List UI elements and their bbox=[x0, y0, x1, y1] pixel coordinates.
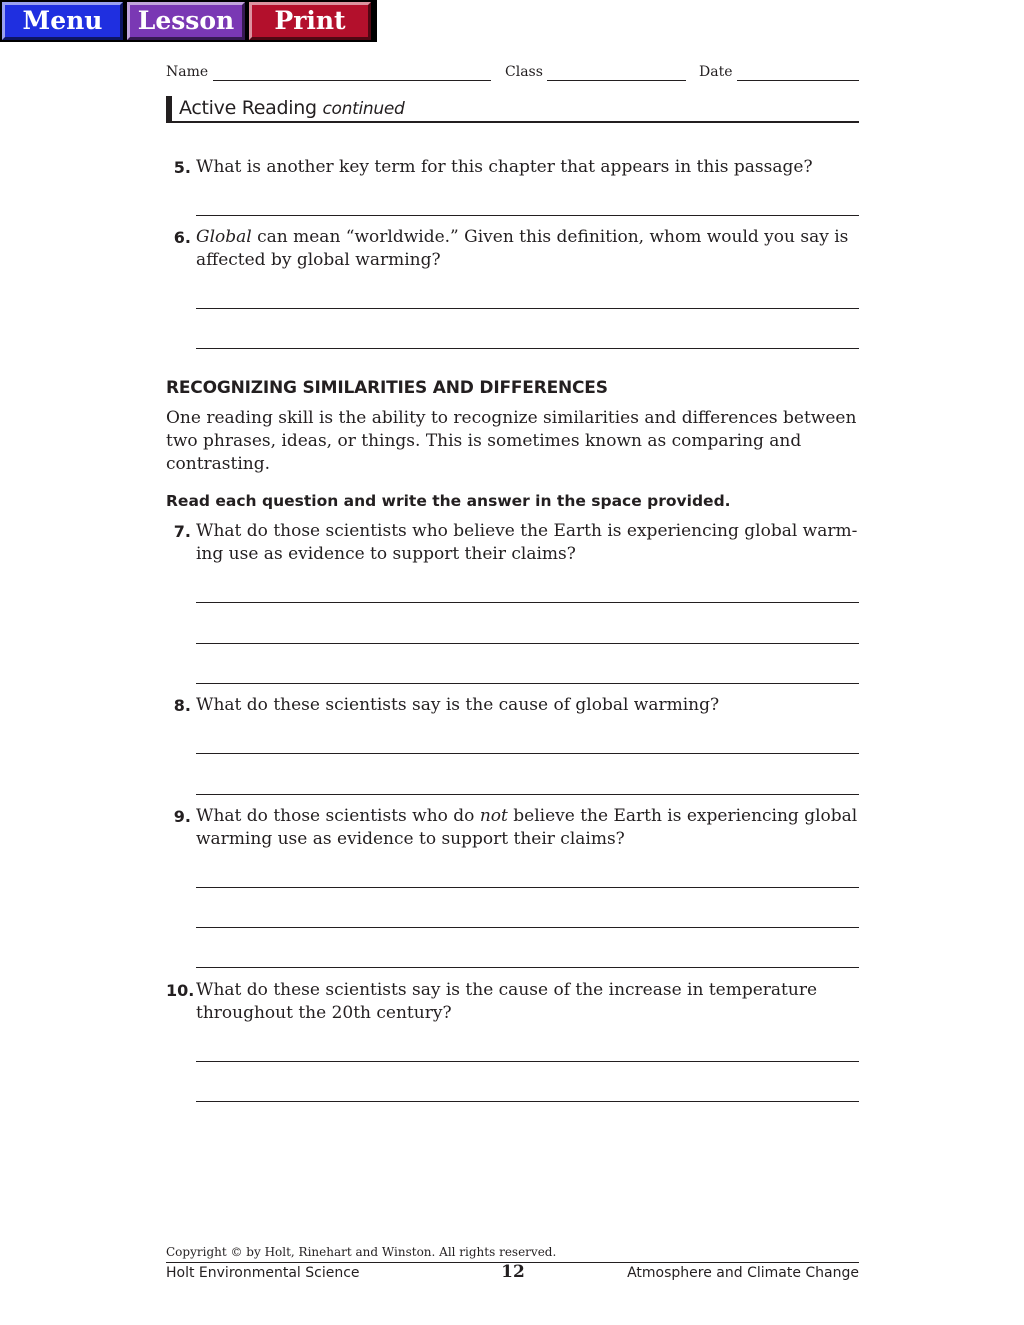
question-number: 6. bbox=[173, 228, 191, 247]
question-number: 9. bbox=[173, 807, 191, 826]
book-title: Holt Environmental Science bbox=[166, 1265, 360, 1281]
student-info-row bbox=[166, 64, 859, 84]
question-text: What is another key term for this chapter that appears in this passage? bbox=[196, 157, 813, 177]
question-text bbox=[196, 226, 861, 272]
italic-term: Global bbox=[196, 227, 252, 247]
lesson-button-label: Lesson bbox=[137, 6, 235, 35]
date-label: Date bbox=[699, 64, 733, 80]
question-number: 10. bbox=[166, 981, 195, 1000]
answer-line-6-2[interactable] bbox=[196, 348, 859, 349]
lesson-button[interactable] bbox=[127, 2, 245, 40]
question-text bbox=[196, 520, 861, 566]
question-text bbox=[196, 805, 861, 851]
question-9 bbox=[166, 805, 866, 853]
answer-line-7-2[interactable] bbox=[196, 643, 859, 644]
page-number: 12 bbox=[501, 1262, 525, 1282]
section-heading: RECOGNIZING SIMILARITIES AND DIFFERENCES bbox=[166, 378, 608, 398]
question-text-start: What do those scientists who do bbox=[196, 806, 480, 826]
name-label: Name bbox=[166, 64, 209, 80]
answer-line-8-2[interactable] bbox=[196, 794, 859, 795]
print-button[interactable] bbox=[249, 2, 371, 40]
question-text-end: believe the Earth is experiencing global warming use as evidence to support their claims? bbox=[196, 806, 858, 849]
nav-bar bbox=[0, 0, 377, 42]
skill-paragraph: One reading skill is the ability to recognize similarities and differences between two phrases, ideas, or things. This is sometimes known as comparing and contrasting. bbox=[166, 408, 857, 474]
question-number: 8. bbox=[173, 696, 191, 715]
question-text-line-2: ing use as evidence to support their claims? bbox=[196, 544, 576, 564]
menu-button[interactable] bbox=[2, 2, 123, 40]
question-number: 7. bbox=[173, 522, 191, 541]
answer-line-6-1[interactable] bbox=[196, 308, 859, 309]
chapter-title: Atmosphere and Climate Change bbox=[627, 1265, 859, 1281]
question-text: What do these scientists say is the cause of the increase in temperature throughout the 20th century? bbox=[196, 980, 818, 1023]
question-number: 5. bbox=[173, 158, 191, 177]
answer-line-7-1[interactable] bbox=[196, 602, 859, 603]
answer-line-7-3[interactable] bbox=[196, 683, 859, 684]
question-7 bbox=[166, 520, 866, 568]
date-field[interactable] bbox=[737, 80, 859, 81]
name-field[interactable] bbox=[213, 80, 491, 81]
question-text-line-1: What do those scientists who believe the Earth is experiencing global warm- bbox=[196, 521, 858, 541]
answer-line-5-1[interactable] bbox=[196, 215, 859, 216]
print-button-label: Print bbox=[274, 6, 346, 35]
question-10 bbox=[166, 979, 866, 1027]
question-6 bbox=[166, 226, 866, 274]
section-title bbox=[179, 96, 405, 122]
class-label: Class bbox=[505, 64, 543, 80]
answer-line-9-1[interactable] bbox=[196, 887, 859, 888]
answer-line-10-1[interactable] bbox=[196, 1061, 859, 1062]
answer-line-8-1[interactable] bbox=[196, 753, 859, 754]
instructions: Read each question and write the answer in the space provided. bbox=[166, 492, 731, 510]
answer-line-9-3[interactable] bbox=[196, 967, 859, 968]
question-text-rest: can mean “worldwide.” Given this definition, whom would you say is affected by global warming? bbox=[196, 227, 849, 270]
italic-emphasis: not bbox=[479, 806, 508, 826]
question-text: What do these scientists say is the cause of global warming? bbox=[196, 695, 720, 715]
copyright-notice: Copyright © by Holt, Rinehart and Winston. All rights reserved. bbox=[166, 1245, 557, 1259]
section-subtitle: continued bbox=[322, 99, 405, 119]
question-5 bbox=[166, 156, 866, 180]
answer-line-10-2[interactable] bbox=[196, 1101, 859, 1102]
menu-button-label: Menu bbox=[22, 6, 103, 35]
question-8 bbox=[166, 694, 866, 718]
section-accent-bar bbox=[166, 96, 172, 121]
answer-line-9-2[interactable] bbox=[196, 927, 859, 928]
section-title-bar bbox=[166, 96, 859, 123]
class-field[interactable] bbox=[547, 80, 686, 81]
section-title-text: Active Reading bbox=[179, 97, 317, 119]
